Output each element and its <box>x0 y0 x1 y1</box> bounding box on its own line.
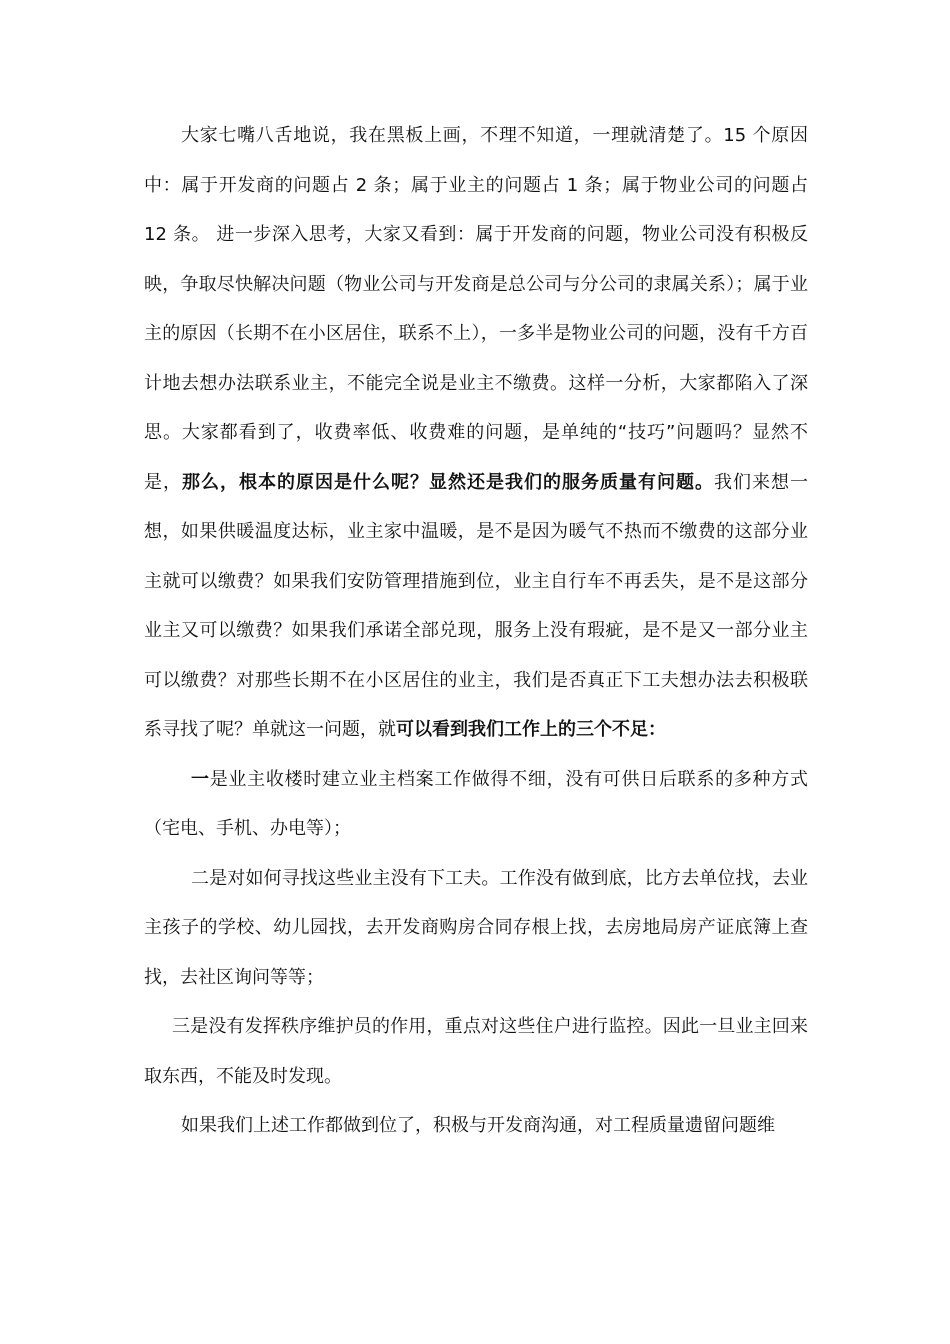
analysis-text-continued: 我们来想一想，如果供暖温度达标，业主家中温暖，是不是因为暖气不热而不缴费的这部分业主就可以缴费？如果我们安防管理措施到位，业主自行车不再丢失，是不是这部分业主又可以缴费？如果我们承诺全部兑现，服务上没有瑕疵，是不是又一部分业主可以缴费？对那些长期不在小区居住的业主，我们是否真正下工夫想办法去积极联系寻找了呢？单就这一问题，就 <box>144 471 808 740</box>
analysis-text: 大家七嘴八舌地说，我在黑板上画，不理不知道，一理就清楚了。15 个原因中：属于开发商的问题占 2 条；属于业主的问题占 1 条；属于物业公司的问题占 12 条。 进一步深入思考，大家又看到：属于开发商的问题，物业公司没有积极反映，争取尽快解决问题（物业公司与开发商是总公司与分公司的隶属关系）；属于业主的原因（长期不在小区居住，联系不上），一多半是物业公司的问题，没有千方百计地去想办法联系业主，不能完全说是业主不缴费。这样一分析，大家都陷入了深思。大家都看到了，收费率低、收费难的问题，是单纯的“技巧”问题吗？显然不是， <box>144 125 808 493</box>
paragraph-shortcoming-two: 二是对如何寻找这些业主没有下工夫。工作没有做到底，比方去单位找，去业主孩子的学校、幼儿园找，去开发商购房合同存根上找，去房地局房产证底簿上查找，去社区询问等等； <box>144 867 808 988</box>
root-cause-emphasis: 那么，根本的原因是什么呢？显然还是我们的服务质量有问题。 <box>182 471 714 493</box>
shortcoming-one-marker: 一 <box>191 768 210 790</box>
paragraph-shortcoming-one <box>144 755 808 854</box>
paragraph-shortcoming-three: 三是没有发挥秩序维护员的作用，重点对这些住户进行监控。因此一旦业主回来取东西，不能及时发现。 <box>144 1016 808 1087</box>
paragraph-analysis <box>144 111 808 755</box>
paragraph-conclusion: 如果我们上述工作都做到位了，积极与开发商沟通，对工程质量遗留问题维 <box>181 1115 775 1136</box>
document-body <box>144 111 808 1151</box>
three-shortcomings-emphasis: 可以看到我们工作上的三个不足： <box>396 719 666 740</box>
shortcoming-one-text: 是业主收楼时建立业主档案工作做得不细，没有可供日后联系的多种方式（宅电、手机、办电等）； <box>144 768 808 839</box>
